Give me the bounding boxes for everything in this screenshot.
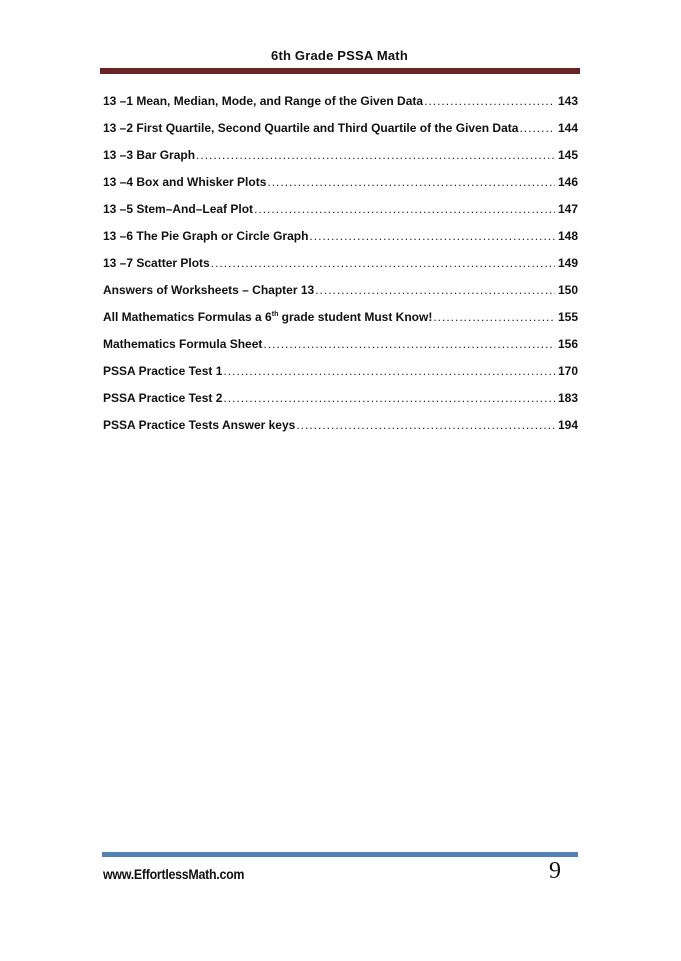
toc-entry-title: Answers of Worksheets – Chapter 13 — [103, 283, 315, 297]
toc-entry-title-part: grade student Must Know! — [278, 310, 433, 324]
table-of-contents — [103, 94, 578, 445]
dot-leader — [519, 121, 555, 135]
toc-entry[interactable] — [103, 94, 578, 121]
footer-rule — [102, 852, 578, 857]
toc-entry-title: 13 –2 First Quartile, Second Quartile and Third Quartile of the Given Data — [103, 121, 519, 135]
dot-leader — [309, 229, 555, 243]
toc-entry-title: PSSA Practice Test 2 — [103, 391, 223, 405]
toc-entry-title-part: All Mathematics Formulas a 6 — [103, 310, 272, 324]
dot-leader — [223, 391, 555, 405]
toc-entry-page: 143 — [557, 94, 578, 108]
toc-entry[interactable] — [103, 148, 578, 175]
toc-entry[interactable] — [103, 202, 578, 229]
running-header-title: 6th Grade PSSA Math — [271, 48, 408, 63]
toc-entry[interactable] — [103, 121, 578, 148]
header-rule — [100, 68, 580, 74]
toc-entry-title: Mathematics Formula Sheet — [103, 337, 263, 351]
dot-leader — [223, 364, 555, 378]
toc-entry[interactable] — [103, 256, 578, 283]
toc-entry-title: PSSA Practice Tests Answer keys — [103, 418, 296, 432]
toc-entry[interactable] — [103, 391, 578, 418]
dot-leader — [263, 337, 555, 351]
toc-entry-title: 13 –1 Mean, Median, Mode, and Range of the Given Data — [103, 94, 424, 108]
toc-entry-page: 170 — [557, 364, 578, 378]
dot-leader — [211, 256, 555, 270]
dot-leader — [196, 148, 555, 162]
toc-entry-title: 13 –6 The Pie Graph or Circle Graph — [103, 229, 309, 243]
toc-entry-page: 156 — [557, 337, 578, 351]
toc-entry[interactable] — [103, 175, 578, 202]
toc-entry[interactable] — [103, 418, 578, 445]
dot-leader — [296, 418, 555, 432]
toc-entry-page: 146 — [557, 175, 578, 189]
toc-entry-page: 183 — [557, 391, 578, 405]
toc-entry-page: 148 — [557, 229, 578, 243]
toc-entry[interactable] — [103, 337, 578, 364]
toc-entry-page: 147 — [557, 202, 578, 216]
toc-entry-title: 13 –3 Bar Graph — [103, 148, 196, 162]
toc-entry[interactable] — [103, 229, 578, 256]
superscript-ordinal: th — [271, 311, 279, 318]
toc-entry-page: 155 — [557, 310, 578, 324]
toc-entry[interactable] — [103, 364, 578, 391]
toc-entry-title: 13 –7 Scatter Plots — [103, 256, 210, 270]
dot-leader — [315, 283, 555, 297]
toc-entry-title: PSSA Practice Test 1 — [103, 364, 223, 378]
toc-entry[interactable] — [103, 310, 578, 337]
toc-entry-page: 144 — [557, 121, 578, 135]
toc-entry-page: 150 — [557, 283, 578, 297]
toc-entry-title: 13 –4 Box and Whisker Plots — [103, 175, 267, 189]
footer-website-link[interactable]: www.EffortlessMath.com — [103, 867, 245, 882]
toc-entry-title — [103, 310, 432, 324]
dot-leader — [254, 202, 555, 216]
dot-leader — [267, 175, 555, 189]
page-number: 9 — [549, 858, 561, 884]
toc-entry-page: 194 — [557, 418, 578, 432]
dot-leader — [424, 94, 555, 108]
toc-entry-page: 145 — [557, 148, 578, 162]
dot-leader — [433, 310, 555, 324]
toc-entry-title: 13 –5 Stem–And–Leaf Plot — [103, 202, 254, 216]
toc-entry-page: 149 — [557, 256, 578, 270]
toc-entry[interactable] — [103, 283, 578, 310]
